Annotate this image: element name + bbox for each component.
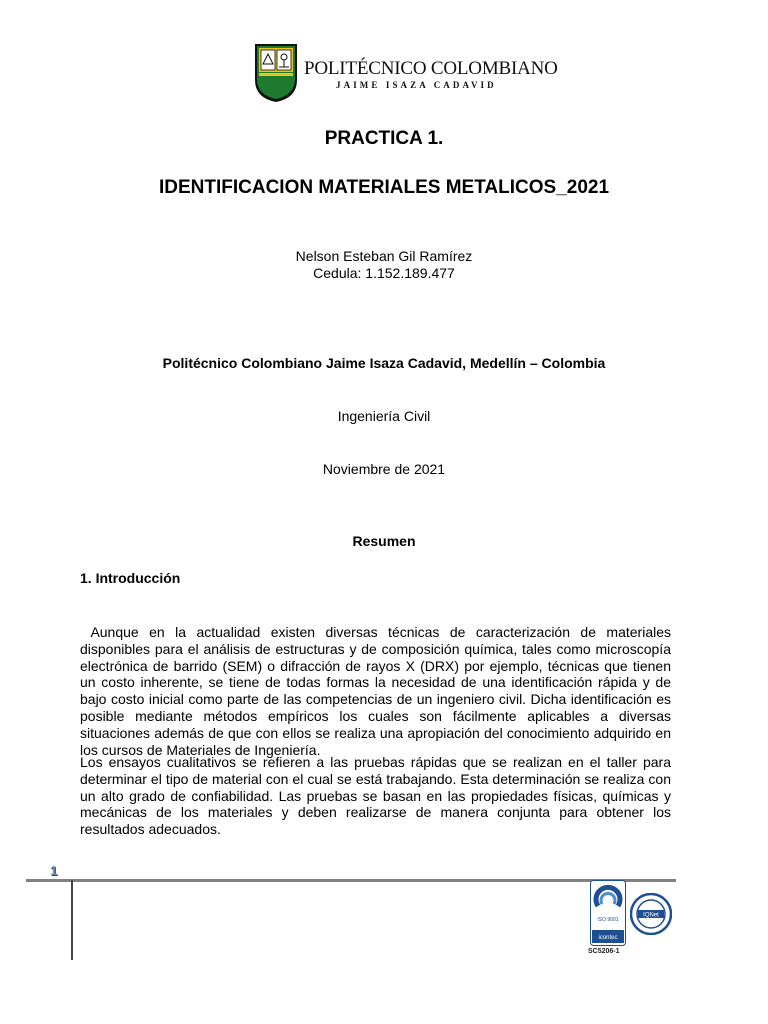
iso-9001-certification-icon (590, 880, 626, 946)
institution-subtitle: JAIME ISAZA CADAVID (336, 80, 497, 90)
footer-divider (26, 879, 676, 882)
institution-logo (253, 42, 558, 104)
author-id: Cedula: 1.152.189.477 (313, 265, 455, 281)
affiliation: Politécnico Colombiano Jaime Isaza Cadavid, Medellín – Colombia (162, 355, 606, 371)
paragraph-intro: Aunque en la actualidad existen diversas técnicas de caracterización de materiales disponibles para el análisis de estructuras y de composición química, tales como microscopía electrónica de barrido (SEM) o difracción de rayos X (DRX) por ejemplo, técnicas que tienen un costo inherente, se tiene de todas formas la necesidad de una identificación rápida y de bajo costo inicial como parte de las competencias de un ingeniero civil. Dicha identificación es posible mediante métodos empíricos los cuales son fácilmente aplicables a diversas situaciones además de que con ellos se realiza una apropiación del conocimiento adquirido en los cursos de Materiales de Ingeniería. (80, 624, 675, 758)
date: Noviembre de 2021 (322, 461, 446, 477)
iso-label: ISO 9001 (597, 917, 619, 923)
section-heading: 1. Introducción (80, 570, 181, 586)
iqnet-certification-icon (630, 893, 672, 935)
institution-name: POLITÉCNICO COLOMBIANO (304, 58, 558, 79)
paragraph-tests: Los ensayos cualitativos se refieren a las pruebas rápidas que se realizan en el taller para determinar el tipo de material con el cual se está trabajando. Esta determinación se realiza con un alto grado de confiabilidad. Las pruebas se basan en las propiedades físicas, químicas y mecánicas de los materiales y deben realizarse de manera conjunta para obtener los resultados adecuados. (80, 754, 671, 838)
document-title: IDENTIFICACION MATERIALES METALICOS_2021 (158, 177, 610, 198)
certificate-code: SC5206-1 (588, 948, 620, 955)
author-name: Nelson Esteban Gil Ramírez (295, 248, 473, 264)
iso-org: icontec (598, 935, 618, 941)
iqnet-label: IQNet (643, 912, 659, 919)
practice-title: PRACTICA 1. (324, 128, 444, 149)
page-number: 1 (50, 863, 58, 878)
shield-crest-icon (253, 42, 299, 104)
abstract-heading: Resumen (352, 533, 416, 549)
program: Ingeniería Civil (337, 408, 431, 424)
footer-vertical-divider (71, 880, 73, 960)
